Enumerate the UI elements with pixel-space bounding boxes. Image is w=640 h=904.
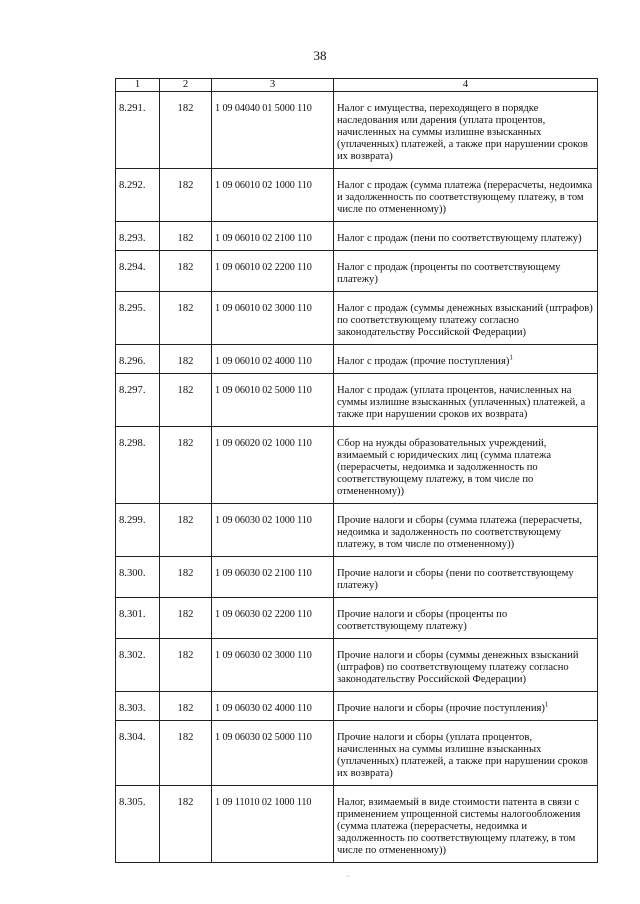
- row-number: [116, 374, 160, 427]
- table-row: [116, 557, 598, 598]
- row-number: [116, 721, 160, 786]
- table-row: [116, 639, 598, 692]
- row-description-text: Налог с продаж (прочие поступления): [337, 356, 510, 367]
- agency-code: [160, 169, 212, 222]
- row-number: [116, 504, 160, 557]
- agency-code: [160, 598, 212, 639]
- agency-code: [160, 721, 212, 786]
- table-header-row: [116, 79, 598, 92]
- budget-code: [212, 639, 334, 692]
- agency-code: [160, 427, 212, 504]
- agency-code: [160, 292, 212, 345]
- row-number: [116, 598, 160, 639]
- row-description: [334, 504, 598, 557]
- agency-code-text: 182: [177, 438, 194, 449]
- agency-code: [160, 786, 212, 863]
- row-number-text: 8.303.: [119, 703, 146, 714]
- row-number-text: 8.302.: [119, 650, 146, 661]
- row-description: [334, 692, 598, 721]
- row-number-text: 8.298.: [119, 438, 146, 449]
- budget-code: [212, 692, 334, 721]
- row-description: [334, 292, 598, 345]
- row-number: [116, 92, 160, 169]
- agency-code: [160, 374, 212, 427]
- row-description: [334, 786, 598, 863]
- column-header-1: 1: [116, 79, 160, 92]
- row-description-text: Прочие налоги и сборы (прочие поступления): [337, 703, 545, 714]
- budget-code: [212, 557, 334, 598]
- row-number: [116, 557, 160, 598]
- footnote-marker: 1: [509, 353, 513, 362]
- row-description-text: Сбор на нужды образовательных учреждений, взимаемый с юридических лиц (сумма платежа (перерасчеты, недоимка и задолженность по соответствующему платежу, в том числе по отмененному)): [337, 438, 552, 497]
- agency-code: [160, 251, 212, 292]
- row-description-text: Прочие налоги и сборы (проценты по соответствующему платежу): [337, 609, 508, 632]
- row-number-text: 8.297.: [119, 385, 146, 396]
- column-header-3: 3: [212, 79, 334, 92]
- table-row: [116, 92, 598, 169]
- agency-code: [160, 92, 212, 169]
- table-row: [116, 427, 598, 504]
- column-header-4: 4: [334, 79, 598, 92]
- row-description: [334, 169, 598, 222]
- budget-code-text: 1 09 06030 02 1000 110: [215, 515, 312, 526]
- row-description: [334, 92, 598, 169]
- budget-code-text: 1 09 06020 02 1000 110: [215, 438, 312, 449]
- budget-code-text: 1 09 06010 02 2100 110: [215, 233, 312, 244]
- budget-code-text: 1 09 06010 02 5000 110: [215, 385, 312, 396]
- budget-code: [212, 504, 334, 557]
- row-description-text: Налог с продаж (уплата процентов, начисленных на суммы излишне взысканных (уплаченных) платежей, а также при нарушении сроков их возврата): [337, 385, 586, 420]
- row-number-text: 8.300.: [119, 568, 146, 579]
- row-description-text: Прочие налоги и сборы (уплата процентов, начисленных на суммы излишне взысканных (уплаченных) платежей, а также при нарушении сроков их возврата): [337, 732, 588, 779]
- budget-code-text: 1 09 06030 02 3000 110: [215, 650, 312, 661]
- row-description-text: Налог с продаж (проценты по соответствующему платежу): [337, 262, 561, 285]
- row-description-text: Налог, взимаемый в виде стоимости патента в связи с применением упрощенной системы налогообложения (сумма платежа (перерасчеты, недоимка и задолженность по соответствующему платежу, в том числе по отмененному)): [337, 797, 581, 856]
- budget-code: [212, 292, 334, 345]
- agency-code-text: 182: [177, 609, 194, 620]
- agency-code: [160, 504, 212, 557]
- budget-code: [212, 598, 334, 639]
- row-description: [334, 721, 598, 786]
- budget-code-text: 1 09 06010 02 2200 110: [215, 262, 312, 273]
- row-number: [116, 639, 160, 692]
- row-description: [334, 251, 598, 292]
- agency-code: [160, 639, 212, 692]
- budget-code-text: 1 09 06010 02 3000 110: [215, 303, 312, 314]
- row-number-text: 8.293.: [119, 233, 146, 244]
- row-description-text: Прочие налоги и сборы (суммы денежных взысканий (штрафов) по соответствующему платежу согласно законодательству Российской Федерации): [337, 650, 579, 685]
- row-number: [116, 169, 160, 222]
- row-description-text: Налог с продаж (сумма платежа (перерасчеты, недоимка и задолженность по соответствующему платежу, в том числе по отмененному)): [337, 180, 593, 215]
- budget-code: [212, 427, 334, 504]
- table-row: [116, 598, 598, 639]
- budget-code: [212, 786, 334, 863]
- agency-code-text: 182: [177, 650, 194, 661]
- row-number: [116, 222, 160, 251]
- budget-code: [212, 169, 334, 222]
- row-number-text: 8.299.: [119, 515, 146, 526]
- agency-code-text: 182: [177, 103, 194, 114]
- row-description: [334, 598, 598, 639]
- table-row: [116, 222, 598, 251]
- budget-code-text: 1 09 11010 02 1000 110: [215, 797, 312, 808]
- row-number: [116, 345, 160, 374]
- row-number-text: 8.301.: [119, 609, 146, 620]
- agency-code-text: 182: [177, 262, 194, 273]
- row-number: [116, 786, 160, 863]
- agency-code: [160, 222, 212, 251]
- budget-code: [212, 251, 334, 292]
- agency-code-text: 182: [177, 568, 194, 579]
- row-number: [116, 692, 160, 721]
- table-row: [116, 721, 598, 786]
- row-number-text: 8.295.: [119, 303, 146, 314]
- table-row: [116, 169, 598, 222]
- row-description: [334, 427, 598, 504]
- budget-code-text: 1 09 06030 02 2100 110: [215, 568, 312, 579]
- agency-code-text: 182: [177, 732, 194, 743]
- budget-code-text: 1 09 06030 02 5000 110: [215, 732, 312, 743]
- budget-code: [212, 222, 334, 251]
- row-number-text: 8.291.: [119, 103, 146, 114]
- row-description-text: Прочие налоги и сборы (сумма платежа (перерасчеты, недоимка и задолженность по соответствующему платежу, в том числе по отмененному)): [337, 515, 583, 550]
- agency-code: [160, 692, 212, 721]
- row-description: [334, 345, 598, 374]
- row-number-text: 8.304.: [119, 732, 146, 743]
- budget-code-text: 1 09 06010 02 4000 110: [215, 356, 312, 367]
- row-number-text: 8.292.: [119, 180, 146, 191]
- agency-code-text: 182: [177, 515, 194, 526]
- agency-code: [160, 557, 212, 598]
- agency-code-text: 182: [177, 180, 194, 191]
- agency-code-text: 182: [177, 233, 194, 244]
- agency-code-text: 182: [177, 303, 194, 314]
- row-number: [116, 292, 160, 345]
- row-number-text: 8.294.: [119, 262, 146, 273]
- table-row: [116, 345, 598, 374]
- row-number: [116, 251, 160, 292]
- budget-code: [212, 345, 334, 374]
- row-description-text: Налог с продаж (пени по соответствующему платежу): [337, 233, 582, 244]
- row-number-text: 8.305.: [119, 797, 146, 808]
- row-description: [334, 557, 598, 598]
- table-row: [116, 374, 598, 427]
- agency-code: [160, 345, 212, 374]
- row-description: [334, 222, 598, 251]
- table-row: [116, 786, 598, 863]
- table-row: [116, 292, 598, 345]
- row-number: [116, 427, 160, 504]
- scan-speck: ~: [346, 872, 351, 881]
- budget-code: [212, 92, 334, 169]
- column-header-2: 2: [160, 79, 212, 92]
- row-description-text: Прочие налоги и сборы (пени по соответствующему платежу): [337, 568, 574, 591]
- budget-code: [212, 374, 334, 427]
- row-number-text: 8.296.: [119, 356, 146, 367]
- row-description: [334, 639, 598, 692]
- row-description-text: Налог с имущества, переходящего в порядке наследования или дарения (уплата процентов, начисленных на суммы излишне взысканных (уплаченных) платежей, а также при нарушении сроков их возврата): [337, 103, 588, 162]
- agency-code-text: 182: [177, 385, 194, 396]
- table-row: [116, 692, 598, 721]
- agency-code-text: 182: [177, 703, 194, 714]
- agency-code-text: 182: [177, 356, 194, 367]
- page-number: 38: [313, 48, 327, 63]
- agency-code-text: 182: [177, 797, 194, 808]
- budget-code-text: 1 09 06010 02 1000 110: [215, 180, 312, 191]
- row-description-text: Налог с продаж (суммы денежных взысканий (штрафов) по соответствующему платежу согласно законодательству Российской Федерации): [337, 303, 593, 338]
- budget-code: [212, 721, 334, 786]
- budget-code-text: 1 09 04040 01 5000 110: [215, 103, 312, 114]
- row-description: [334, 374, 598, 427]
- budget-classification-table: [115, 78, 598, 863]
- budget-code-text: 1 09 06030 02 4000 110: [215, 703, 312, 714]
- budget-code-text: 1 09 06030 02 2200 110: [215, 609, 312, 620]
- table-row: [116, 251, 598, 292]
- footnote-marker: 1: [544, 700, 549, 709]
- table-row: [116, 504, 598, 557]
